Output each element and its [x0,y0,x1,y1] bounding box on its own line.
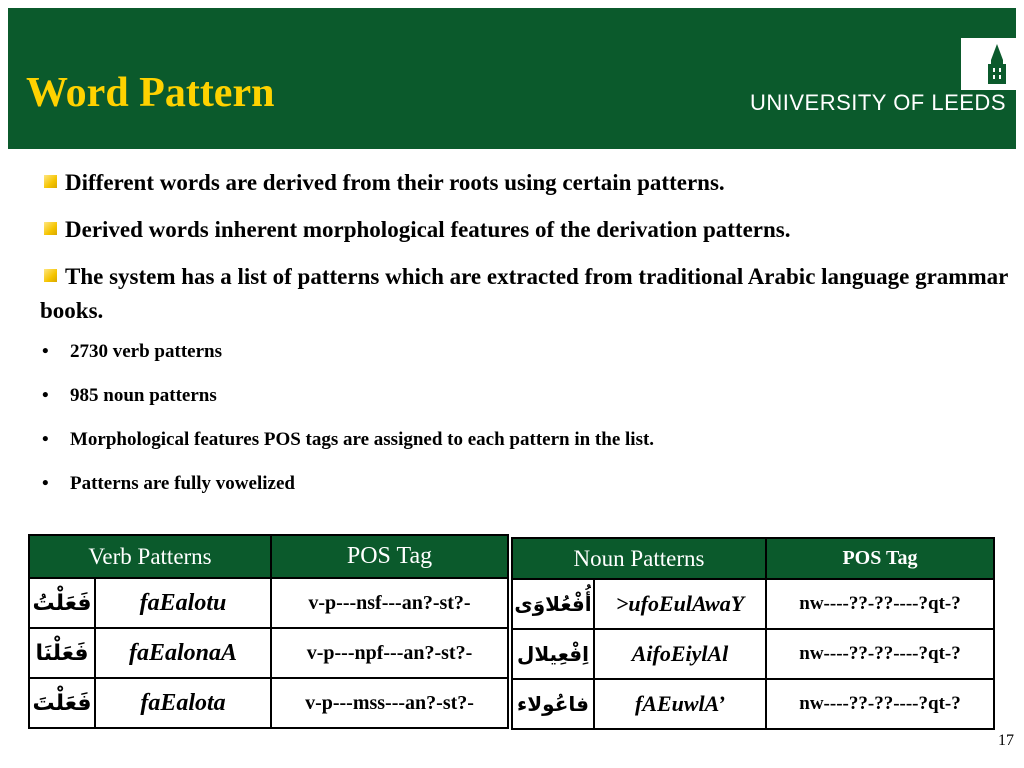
university-logo-icon [961,38,1017,90]
transliteration: faEalotu [95,578,271,628]
pos-tag: v-p---nsf---an?-st?- [271,578,508,628]
table-row [29,578,508,628]
arabic-pattern: أُفْعُلاوَى [512,579,594,629]
transliteration: fAEuwlA’ [594,679,766,729]
slide-header [8,8,1016,149]
pos-tag: nw----??-??----?qt-? [766,629,994,679]
university-name: UNIVERSITY OF LEEDS [749,90,1006,115]
square-bullet-icon [44,269,57,282]
arabic-pattern: فاعُولاء [512,679,594,729]
verb-patterns-header: Verb Patterns [29,535,271,578]
transliteration: faEalota [95,678,271,728]
verb-pos-tag-header: POS Tag [271,535,508,578]
bullet-item: Different words are derived from their roots using certain patterns. [40,166,1010,200]
dot-bullet-icon: • [42,429,49,450]
arabic-pattern: فَعَلْتَ [29,678,95,728]
transliteration: faEalonaA [95,628,271,678]
arabic-pattern: فَعَلْتُ [29,578,95,628]
pos-tag: nw----??-??----?qt-? [766,679,994,729]
dot-bullet-icon: • [42,341,49,362]
pos-tag: v-p---mss---an?-st?- [271,678,508,728]
verb-patterns-table [28,534,509,729]
bullet-item: The system has a list of patterns which are extracted from traditional Arabic language grammar books. [40,264,1008,323]
noun-patterns-table [511,537,995,730]
bullet-item: Derived words inherent morphological features of the derivation patterns. [40,213,1010,247]
sub-bullet-item: • Morphological features POS tags are assigned to each pattern in the list. [42,429,655,450]
transliteration: >ufoEulAwaY [594,579,766,629]
noun-pos-tag-header: POS Tag [766,538,994,579]
slide-title: Word Pattern [26,70,275,116]
sub-bullet-item: • 2730 verb patterns [42,341,222,362]
arabic-pattern: فَعَلْنَا [29,628,95,678]
bullet-list [40,166,1010,517]
pos-tag: v-p---npf---an?-st?- [271,628,508,678]
noun-patterns-header: Noun Patterns [512,538,766,579]
arabic-pattern: اِفْعِيلال [512,629,594,679]
table-row [512,579,994,629]
pos-tag: nw----??-??----?qt-? [766,579,994,629]
table-row [29,678,508,728]
sub-bullet-list [40,341,1010,517]
page-number: 17 [998,732,1014,749]
dot-bullet-icon: • [42,385,49,406]
square-bullet-icon [44,175,57,188]
table-row [512,679,994,729]
sub-bullet-item: • Patterns are fully vowelized [42,473,295,494]
square-bullet-icon [44,222,57,235]
sub-bullet-item: • 985 noun patterns [42,385,217,406]
transliteration: AifoEiylAl [594,629,766,679]
table-row [29,628,508,678]
dot-bullet-icon: • [42,473,49,494]
table-row [512,629,994,679]
